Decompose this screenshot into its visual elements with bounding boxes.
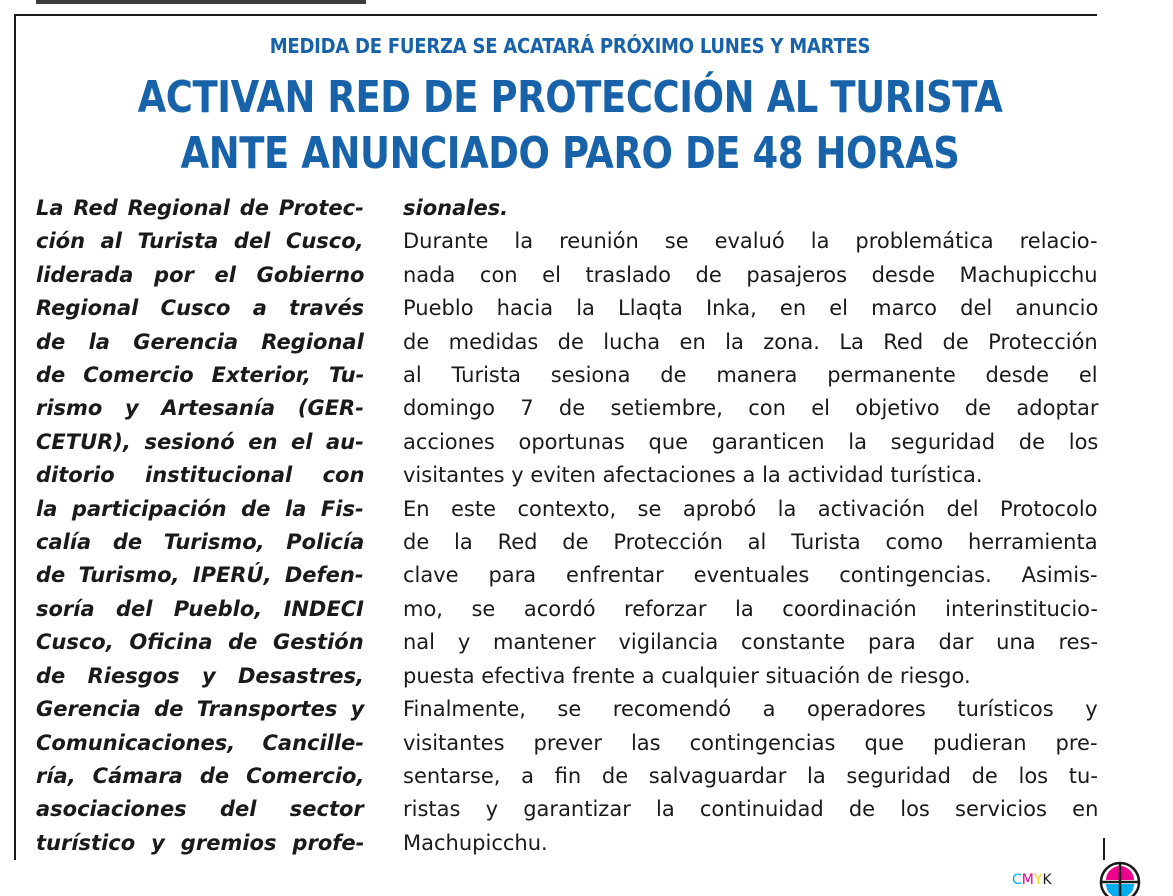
lead-line: ría, Cámara de Comercio,	[36, 763, 365, 788]
body-line: visitantes y eviten afectaciones a la actividad turística.	[403, 463, 983, 488]
body-line: clave para enfrentar eventuales contingencias. Asimis-	[403, 563, 1098, 588]
cmyk-k: K	[1042, 872, 1052, 888]
lead-line: ditorio institucional con	[36, 463, 365, 488]
lead-line: calía de Turismo, Policía	[36, 530, 365, 555]
lead-line: CETUR), sesionó en el au-	[36, 429, 364, 454]
cmyk-label	[1012, 872, 1052, 888]
body-line: Durante la reunión se evaluó la problemática relacio-	[403, 229, 1098, 254]
lead-line: de Riesgos y Desastres,	[36, 663, 364, 688]
body-line: sentarse, a fin de salvaguardar la seguridad de los tu-	[403, 763, 1098, 788]
lead-line: soría del Pueblo, INDECI	[36, 596, 364, 621]
lead-line: Regional Cusco a través	[36, 296, 365, 321]
body-line: de medidas de lucha en la zona. La Red de Protección	[403, 329, 1098, 354]
lead-line: turístico y gremios profe-	[36, 830, 365, 855]
body-text	[403, 192, 1098, 860]
body-column	[403, 192, 1098, 860]
cmyk-y: Y	[1033, 872, 1043, 888]
body-line: nal y mantener vigilancia constante para dar una res-	[403, 630, 1099, 655]
article-kicker: MEDIDA DE FUERZA SE ACATARÁ PRÓXIMO LUNES Y MARTES	[269, 34, 871, 58]
body-line: al Turista sesiona de manera permanente desde el	[403, 363, 1098, 388]
cmyk-m: M	[1021, 872, 1034, 888]
lead-line: de Turismo, IPERÚ, Defen-	[36, 563, 364, 588]
article-headline	[91, 70, 1049, 182]
lead-line: asociaciones del sector	[36, 797, 364, 822]
lead-line: la participación de la Fis-	[36, 496, 364, 521]
lead-column	[36, 192, 364, 860]
body-line: domingo 7 de setiembre, con el objetivo de adoptar	[403, 396, 1099, 421]
lead-line: de Comercio Exterior, Tu-	[36, 363, 365, 388]
lead-line: liderada por el Gobierno	[36, 262, 365, 287]
body-line: Machupicchu.	[403, 830, 548, 855]
body-line: Finalmente, se recomendó a operadores turísticos y	[403, 697, 1098, 722]
body-line: ristas y garantizar la continuidad de los servicios en	[403, 797, 1099, 822]
headline-line-2: ANTE ANUNCIADO PARO DE 48 HORAS	[180, 128, 960, 179]
body-line: visitantes prever las contingencias que pudieran pre-	[403, 730, 1098, 755]
lead-line: rismo y Artesanía (GER-	[36, 396, 364, 421]
lead-line: Gerencia de Transportes y	[36, 697, 365, 722]
lead-line: Cusco, Oficina de Gestión	[36, 630, 364, 655]
body-line: mo, se acordó reforzar la coordinación interinstitucio-	[403, 596, 1098, 621]
column-end-mark	[1103, 838, 1105, 860]
registration-mark-icon	[1098, 860, 1142, 896]
body-line: acciones oportunas que garanticen la seguridad de los	[403, 429, 1099, 454]
lead-line: de la Gerencia Regional	[36, 329, 364, 354]
left-rule	[14, 14, 16, 860]
lead-paragraph	[36, 192, 364, 860]
headline-line-1: ACTIVAN RED DE PROTECCIÓN AL TURISTA	[137, 72, 1003, 123]
lead-continuation: sionales.	[403, 196, 509, 220]
body-line: En este contexto, se aprobó la activación del Protocolo	[403, 496, 1098, 521]
cmyk-c: C	[1012, 872, 1022, 888]
lead-line: Comunicaciones, Cancille-	[36, 730, 365, 755]
lead-line: ción al Turista del Cusco,	[36, 229, 364, 254]
lead-line: La Red Regional de Protec-	[36, 196, 364, 220]
body-line: puesta efectiva frente a cualquier situación de riesgo.	[403, 663, 971, 688]
body-line: nada con el traslado de pasajeros desde Machupicchu	[403, 262, 1098, 287]
body-line: Pueblo hacia la Llaqta Inka, en el marco del anuncio	[403, 296, 1099, 321]
top-rule	[14, 14, 1097, 16]
body-line: de la Red de Protección al Turista como herramienta	[403, 530, 1098, 555]
top-cut-band	[36, 0, 366, 4]
